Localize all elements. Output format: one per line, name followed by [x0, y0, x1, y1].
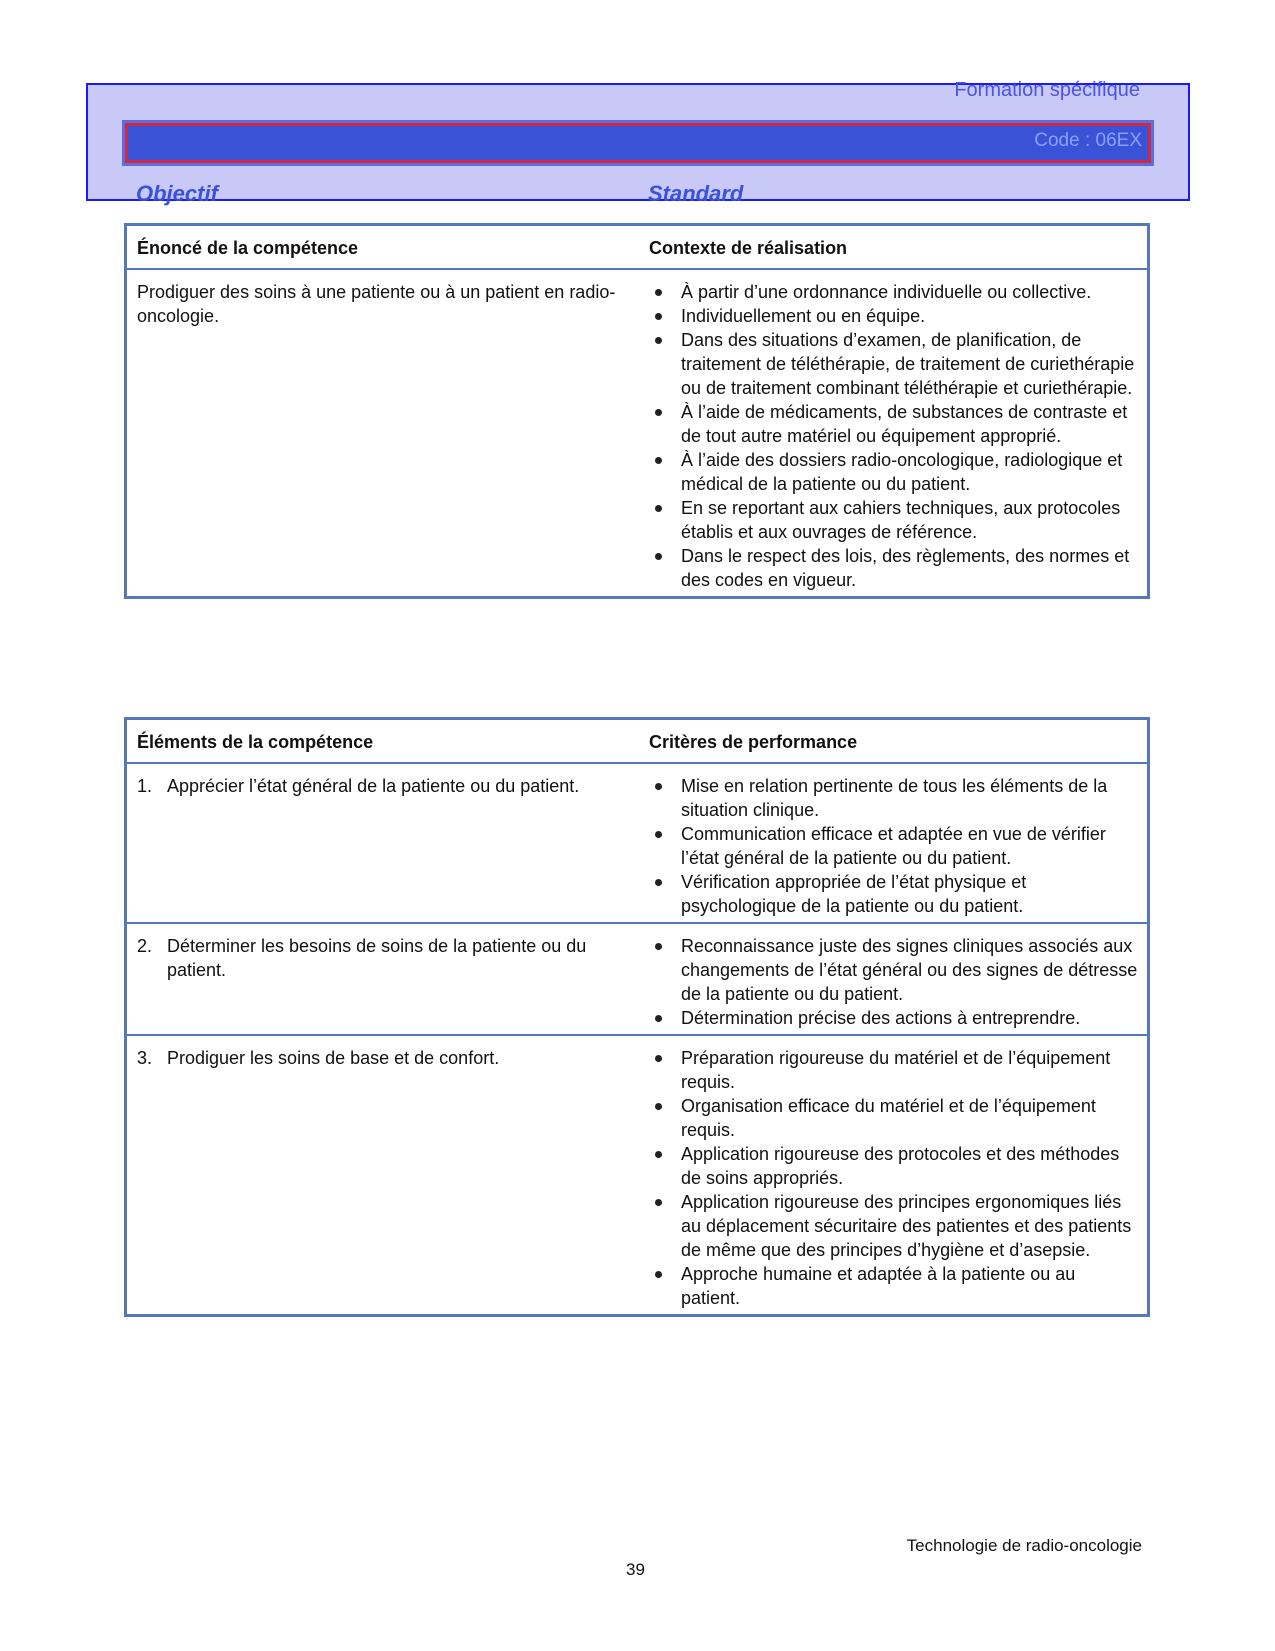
- code-bar: [125, 123, 1151, 163]
- footer-program: Technologie de radio-oncologie: [906, 1536, 1142, 1555]
- header-banner: [86, 79, 1190, 206]
- list-item: Organisation efficace du matériel et de l’équipement requis.: [649, 1094, 1139, 1142]
- list-item: Détermination précise des actions à entreprendre.: [649, 1006, 1139, 1030]
- list-item: À l’aide de médicaments, de substances de contraste et de tout autre matériel ou équipement approprié.: [649, 400, 1139, 448]
- element-number: 2.: [137, 936, 153, 956]
- page-number: 39: [626, 1560, 645, 1579]
- list-item: Communication efficace et adaptée en vue de vérifier l’état général de la patiente ou du patient.: [649, 822, 1139, 870]
- list-item: Mise en relation pertinente de tous les éléments de la situation clinique.: [649, 774, 1139, 822]
- criteres-list: [649, 1046, 1139, 1310]
- element-text: Prodiguer les soins de base et de confort.: [167, 1048, 500, 1068]
- list-item: Application rigoureuse des principes ergonomiques liés au déplacement sécuritaire des patientes et des patients de même que des principes d’hygiène et d’asepsie.: [649, 1190, 1139, 1262]
- enonce-text: Prodiguer des soins à une patiente ou à un patient en radio-oncologie.: [137, 282, 616, 326]
- competency-code: Code : 06EX: [1034, 130, 1142, 151]
- list-item: Dans le respect des lois, des règlements, des normes et des codes en vigueur.: [649, 544, 1139, 592]
- section-title: Formation spécifique: [954, 79, 1140, 101]
- element-3: [137, 1046, 649, 1070]
- enonce-table: [124, 223, 1150, 599]
- elements-header: Éléments de la compétence: [126, 719, 650, 764]
- list-item: En se reportant aux cahiers techniques, aux protocoles établis et aux ouvrages de référence.: [649, 496, 1139, 544]
- list-item: Préparation rigoureuse du matériel et de l’équipement requis.: [649, 1046, 1139, 1094]
- element-1: [137, 774, 649, 798]
- list-item: Individuellement ou en équipe.: [649, 304, 1139, 328]
- list-item: Vérification appropriée de l’état physique et psychologique de la patiente ou du patient.: [649, 870, 1139, 918]
- enonce-header: Énoncé de la compétence: [126, 225, 650, 270]
- contexte-header: Contexte de réalisation: [649, 225, 1149, 270]
- list-item: Application rigoureuse des protocoles et des méthodes de soins appropriés.: [649, 1142, 1139, 1190]
- element-number: 3.: [137, 1048, 153, 1068]
- element-text: Déterminer les besoins de soins de la patiente ou du patient.: [167, 936, 587, 980]
- list-item: À partir d’une ordonnance individuelle ou collective.: [649, 280, 1139, 304]
- elements-table: [124, 717, 1150, 1317]
- element-number: 1.: [137, 776, 153, 796]
- criteres-header: Critères de performance: [649, 719, 1149, 764]
- list-item: À l’aide des dossiers radio-oncologique, radiologique et médical de la patiente ou du patient.: [649, 448, 1139, 496]
- list-item: Approche humaine et adaptée à la patiente ou au patient.: [649, 1262, 1139, 1310]
- standard-label: Standard: [648, 181, 744, 206]
- list-item: Dans des situations d’examen, de planification, de traitement de téléthérapie, de traitement de curiethérapie ou de traitement combinant téléthérapie et curiethérapie.: [649, 328, 1139, 400]
- criteres-list: [649, 934, 1139, 1030]
- element-text: Apprécier l’état général de la patiente ou du patient.: [167, 776, 580, 796]
- contexte-list: [649, 280, 1139, 592]
- objectif-label: Objectif: [136, 181, 218, 206]
- list-item: Reconnaissance juste des signes cliniques associés aux changements de l’état général ou des signes de détresse de la patiente ou du patient.: [649, 934, 1139, 1006]
- element-2: [137, 934, 649, 982]
- criteres-list: [649, 774, 1139, 918]
